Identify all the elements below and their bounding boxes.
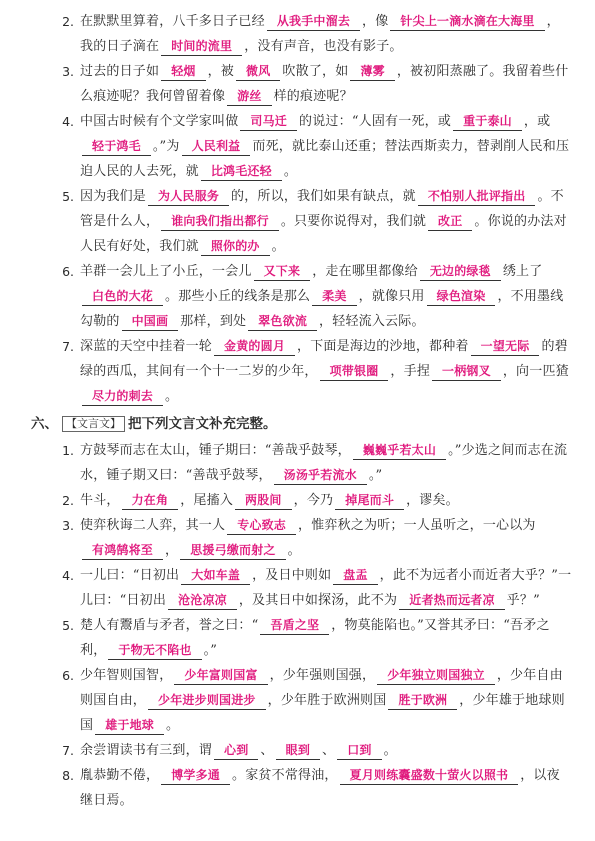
section-tag: 【文言文】 [62,416,125,432]
question-text: 胤恭勤不倦， 博学多通 。家贫不常得油， 夏月则练囊盛数十萤火以照书 ，以夜继日焉。 [80,768,560,808]
classical-question-5 [0,613,573,663]
answer-blank[interactable]: 又下来 [254,262,311,281]
question-text: 牛斗， 力在角 ，尾搐入 两股间 ，今乃 掉尾而斗 ，谬矣。 [80,493,459,508]
classical-question-6 [0,663,573,738]
answer-blank[interactable]: 一柄钢叉 [432,362,501,381]
question-text: 因为我们是 为人民服务 的，所以，我们如果有缺点，就 不怕别人批评指出 。不管是什么人， 谁向我们指出都行 。只要你说得对，我们就 改正 。你说的办法对人民有好处，我们就 照你的办 。 [80,189,567,254]
answer-blank[interactable]: 重于泰山 [453,112,522,131]
answer-blank[interactable]: 照你的办 [201,237,270,256]
answer-blank[interactable]: 司马迁 [240,112,297,131]
question-6 [0,259,573,334]
question-7 [0,334,573,409]
answer-blank[interactable]: 近者热而远者凉 [399,591,504,610]
answer-blank[interactable]: 谁向我们指出都行 [161,212,279,231]
question-text: 楚人有鬻盾与矛者，誉之曰：“ 吾盾之坚 ，物莫能陷也。”又誉其矛曰：“吾矛之利， 于物无不陷也 。” [80,618,550,658]
answer-blank[interactable]: 大如车盖 [181,566,250,585]
answer-blank[interactable]: 少年独立则国独立 [377,666,495,685]
answer-blank[interactable]: 时间的流里 [161,37,242,56]
answer-blank[interactable]: 中国画 [122,312,179,331]
classical-question-4 [0,563,573,613]
answer-blank[interactable]: 汤汤乎若流水 [274,466,367,485]
answer-blank[interactable]: 柔美 [312,287,356,306]
question-3 [0,59,573,109]
section-title: 把下列文言文补充完整。 [128,416,277,432]
question-number: 6. [62,668,74,683]
answer-blank[interactable]: 绿色渲染 [427,287,496,306]
answer-blank[interactable]: 两股间 [235,491,292,510]
answer-blank[interactable]: 改正 [428,212,472,231]
section-heading [0,411,573,437]
question-text: 过去的日子如 轻烟 ，被 微风 吹散了，如 薄雾 ，被初阳蒸融了。我留着些什么痕迹呢？我何曾留着像 游丝 样的痕迹呢？ [80,64,569,104]
classical-question-1 [0,438,573,488]
question-number: 5. [62,618,74,633]
answer-blank[interactable]: 薄雾 [350,62,394,81]
question-number: 3. [62,518,74,533]
question-text: 一儿曰：“日初出 大如车盖 ，及日中则如 盘盂 ，此不为远者小而近者大乎？”一儿曰：“日初出 沧沧凉凉 ，及其日中如探汤，此不为 近者热而远者凉 乎？” [80,568,572,608]
answer-blank[interactable]: 夏月则练囊盛数十萤火以照书 [340,766,519,785]
question-number: 7. [62,339,74,354]
answer-blank[interactable]: 沧沧凉凉 [168,591,237,610]
answer-blank[interactable]: 专心致志 [227,516,296,535]
answer-blank[interactable]: 轻于鸿毛 [82,137,151,156]
question-number: 6. [62,264,74,279]
question-text: 方鼓琴而志在太山，锺子期曰：“善哉乎鼓琴， 巍巍乎若太山 。”少选之间而志在流水，锺子期又曰：“善哉乎鼓琴， 汤汤乎若流水 。” [80,443,568,483]
question-number: 1. [62,443,74,458]
answer-blank[interactable]: 轻烟 [161,62,205,81]
question-text: 使弈秋诲二人弈，其一人 专心致志 ，惟弈秋之为听；一人虽听之，一心以为有鸿鹄将至 ， 思援弓缴而射之 。 [80,518,536,558]
answer-blank[interactable]: 白色的大花 [82,287,163,306]
answer-blank[interactable]: 无边的绿毯 [420,262,501,281]
answer-blank[interactable]: 有鸿鹄将至 [82,541,163,560]
answer-blank[interactable]: 人民利益 [182,137,251,156]
question-number: 8. [62,768,74,783]
answer-blank[interactable]: 盘盂 [333,566,377,585]
answer-blank[interactable]: 口到 [337,741,381,760]
question-text: 少年智则国智， 少年富则国富 ，少年强则国强， 少年独立则国独立 ，少年自由则国自由， 少年进步则国进步 ，少年胜于欧洲则国 胜于欧洲 ，少年雄于地球则国 雄于地球 。 [80,668,565,733]
answer-blank[interactable]: 吾盾之坚 [260,616,329,635]
answer-blank[interactable]: 心到 [214,741,258,760]
classical-question-7 [0,738,573,763]
answer-blank[interactable]: 巍巍乎若太山 [353,441,446,460]
answer-blank[interactable]: 少年进步则国进步 [148,691,266,710]
answer-blank[interactable]: 不怕别人批评指出 [418,187,536,206]
answer-blank[interactable]: 于物无不陷也 [108,641,201,660]
answer-blank[interactable]: 少年富则国富 [174,666,267,685]
question-4 [0,109,573,184]
question-text: 余尝谓读书有三到，谓 心到 、 眼到 、 口到 。 [80,743,397,758]
question-number: 2. [62,493,74,508]
classical-question-8 [0,763,573,813]
answer-blank[interactable]: 针尖上一滴水滴在大海里 [390,12,544,31]
answer-blank[interactable]: 博学多通 [161,766,230,785]
question-number: 4. [62,114,74,129]
classical-question-3 [0,513,573,563]
answer-blank[interactable]: 雄于地球 [95,716,164,735]
question-text: 中国古时候有个文学家叫做 司马迁 的说过：“人固有一死，或 重于泰山 ，或轻于鸿毛 。”为 人民利益 而死，就比泰山还重；替法西斯卖力，替剥削人民和压迫人民的人去死，就 比鸿毛还轻 。 [80,114,570,179]
answer-blank[interactable]: 尽力的刺去 [82,387,163,406]
answer-blank[interactable]: 项带银圈 [320,362,389,381]
question-number: 4. [62,568,74,583]
question-number: 7. [62,743,74,758]
answer-blank[interactable]: 翠色欲流 [248,312,317,331]
section-number: 六、 [31,416,58,432]
question-5 [0,184,573,259]
answer-blank[interactable]: 思援弓缴而射之 [180,541,285,560]
answer-blank[interactable]: 微风 [236,62,280,81]
question-number: 3. [62,64,74,79]
question-2 [0,9,573,59]
answer-blank[interactable]: 比鸿毛还轻 [201,162,282,181]
answer-blank[interactable]: 掉尾而斗 [335,491,404,510]
answer-blank[interactable]: 游丝 [227,87,271,106]
classical-question-2 [0,488,573,513]
answer-blank[interactable]: 从我手中溜去 [267,12,360,31]
answer-blank[interactable]: 一望无际 [471,337,540,356]
answer-blank[interactable]: 眼到 [276,741,320,760]
answer-blank[interactable]: 金黄的圆月 [214,337,295,356]
question-text: 深蓝的天空中挂着一轮 金黄的圆月 ，下面是海边的沙地，都种着 一望无际 的碧绿的西瓜，其间有一个十一二岁的少年， 项带银圈 ，手捏 一柄钢叉 ，向一匹猹尽力的刺去 。 [80,339,569,404]
question-text: 在默默里算着，八千多日子已经 从我手中溜去 ，像 针尖上一滴水滴在大海里 ，我的日子滴在 时间的流里 ，没有声音，也没有影子。 [80,14,560,54]
answer-blank[interactable]: 力在角 [122,491,179,510]
question-text: 羊群一会儿上了小丘，一会儿 又下来 ，走在哪里都像给 无边的绿毯 绣上了白色的大花 。那些小丘的线条是那么 柔美 ，就像只用 绿色渲染 ，不用墨线勾勒的 中国画 那样，到处 翠色欲流 ，轻轻流入云际。 [80,264,564,329]
answer-blank[interactable]: 为人民服务 [148,187,229,206]
answer-blank[interactable]: 胜于欧洲 [388,691,457,710]
question-number: 5. [62,189,74,204]
question-number: 2. [62,14,74,29]
